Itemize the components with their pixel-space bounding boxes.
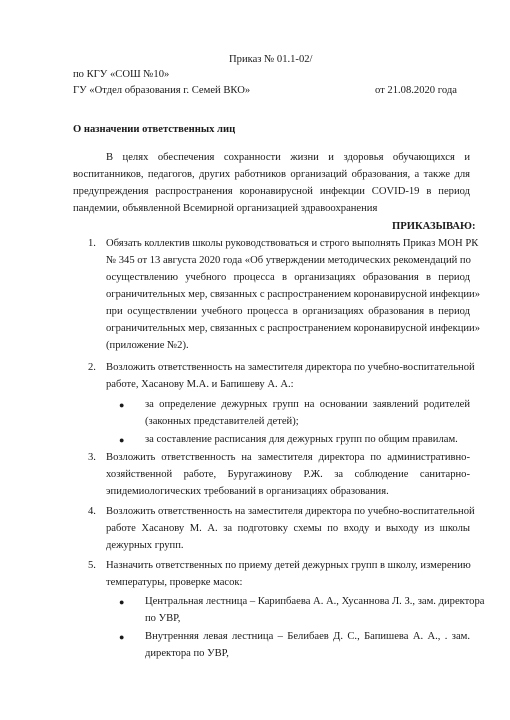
bullet-icon: ● (119, 400, 125, 410)
item-line: температуры, проверке масок: (106, 577, 243, 588)
bullet-line: директора по УВР, (145, 648, 229, 659)
item-line: Обязать коллектив школы руководствоваться и строго выполнять Приказ МОН РК (106, 238, 479, 249)
item-line: работе Хасанову М. А. за подготовку схемы по входу и выходу из школы (106, 523, 470, 534)
item-line: ограничительных мер, связанных с распространением коронавирусной инфекции» (106, 289, 481, 300)
item-number: 2. (88, 362, 96, 373)
bullet-line: за определение дежурных групп на основании заявлений родителей (145, 399, 470, 410)
document-title: О назначении ответственных лиц (73, 124, 236, 135)
bullet-line: за составление расписания для дежурных групп по общим правилам. (145, 434, 458, 445)
bullet-line: (законных представителей детей); (145, 416, 299, 427)
item-line: дежурных групп. (106, 540, 184, 551)
item-number: 5. (88, 560, 96, 571)
item-line: Возложить ответственность на заместителя директора по учебно-воспитательной (106, 506, 475, 517)
bullet-line: по УВР, (145, 613, 181, 624)
bullet-icon: ● (119, 435, 125, 445)
item-line: осуществлению учебного процесса в организациях образования в период (106, 272, 470, 283)
item-number: 4. (88, 506, 96, 517)
order-number: Приказ № 01.1-02/ (229, 54, 313, 65)
item-line: (приложение №2). (106, 340, 189, 351)
department-name: ГУ «Отдел образования г. Семей ВКО» (73, 85, 251, 96)
item-line: эпидемиологических требований в организациях образования. (106, 486, 389, 497)
preamble-line: предупреждения распространения коронавирусной инфекции COVID-19 в период (73, 186, 470, 197)
order-word: ПРИКАЗЫВАЮ: (392, 221, 476, 232)
item-line: при осуществлении учебного процесса в организациях образования в период (106, 306, 470, 317)
preamble-line: пандемии, объявленной Всемирной организацией здравоохранения (73, 203, 378, 214)
preamble-line: воспитанников, педагогов, других работников организаций образования, а также для (73, 169, 470, 180)
item-line: хозяйственной работе, Буругажинову Р.Ж. за соблюдение санитарно- (106, 469, 470, 480)
item-number: 1. (88, 238, 96, 249)
item-line: № 345 от 13 августа 2020 года «Об утверждении методических рекомендаций по (106, 255, 471, 266)
preamble-line: В целях обеспечения сохранности жизни и здоровья обучающихся и (106, 152, 470, 163)
item-number: 3. (88, 452, 96, 463)
bullet-line: Центральная лестница – Карипбаева А. А., Хусаннова Л. З., зам. директора (145, 596, 485, 607)
item-line: Назначить ответственных по приему детей дежурных групп в школу, измерению (106, 560, 471, 571)
bullet-icon: ● (119, 597, 125, 607)
item-line: Возложить ответственность на заместителя директора по учебно-воспитательной (106, 362, 475, 373)
order-date: от 21.08.2020 года (375, 85, 457, 96)
school-name: по КГУ «СОШ №10» (73, 69, 170, 80)
item-line: работе, Хасанову М.А. и Бапишеву А. А.: (106, 379, 294, 390)
bullet-line: Внутренняя левая лестница – Белибаев Д. С., Бапишева А. А., . зам. (145, 631, 470, 642)
item-line: ограничительных мер, связанных с распространением коронавирусной инфекции» (106, 323, 481, 334)
bullet-icon: ● (119, 632, 125, 642)
item-line: Возложить ответственность на заместителя директора по административно- (106, 452, 470, 463)
